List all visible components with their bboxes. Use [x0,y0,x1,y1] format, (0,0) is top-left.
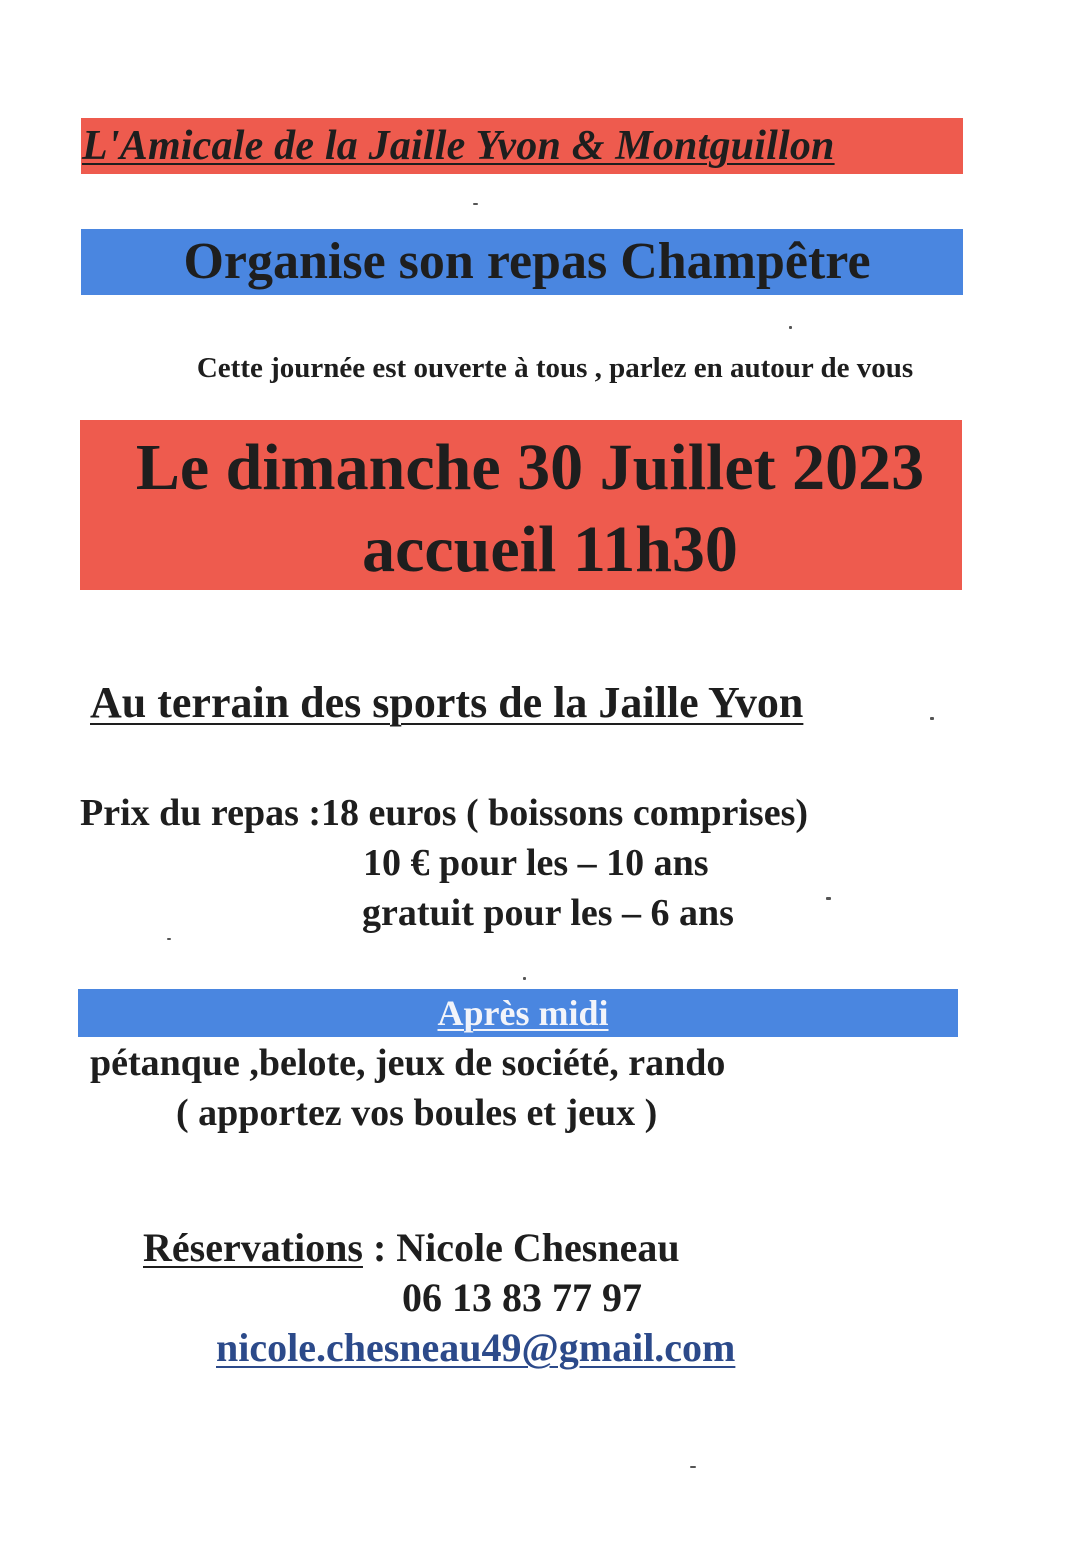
afternoon-title [78,989,958,1037]
scan-speck [789,326,792,329]
invitation-text: Cette journée est ouverte à tous , parlez en autour de vous [196,352,914,384]
scan-speck [523,977,526,980]
price-under-10: 10 € pour les – 10 ans [363,842,709,884]
event-location-text: Au terrain des sports de la Jaille Yvon [90,678,804,727]
welcome-time: accueil 11h30 [362,513,738,586]
scan-speck [473,203,478,205]
price-adult: Prix du repas :18 euros ( boissons comprises) [80,792,809,834]
reservations-label: Réservations [143,1225,363,1270]
scan-speck [826,897,831,900]
scan-speck [930,717,934,720]
scan-speck [690,1466,696,1468]
activities-note: ( apportez vos boules et jeux ) [176,1092,658,1134]
reservations-email-link[interactable]: nicole.chesneau49@gmail.com [216,1325,736,1370]
reservations-contact: Nicole Chesneau [396,1225,680,1270]
reservations-email[interactable] [216,1322,916,1374]
reservations-phone: 06 13 83 77 97 [402,1275,642,1320]
afternoon-title-text: Après midi [437,993,609,1033]
event-date: Le dimanche 30 Juillet 2023 [135,431,925,504]
activities-list: pétanque ,belote, jeux de société, rando [90,1042,726,1084]
event-location [80,675,960,731]
scan-speck [167,938,171,940]
reservations-line [143,1222,943,1274]
headline: Organise son repas Champêtre [183,233,871,290]
price-under-6: gratuit pour les – 6 ans [362,892,734,934]
association-name: L'Amicale de la Jaille Yvon & Montguillon [82,123,835,169]
reservations-separator: : [362,1225,397,1270]
